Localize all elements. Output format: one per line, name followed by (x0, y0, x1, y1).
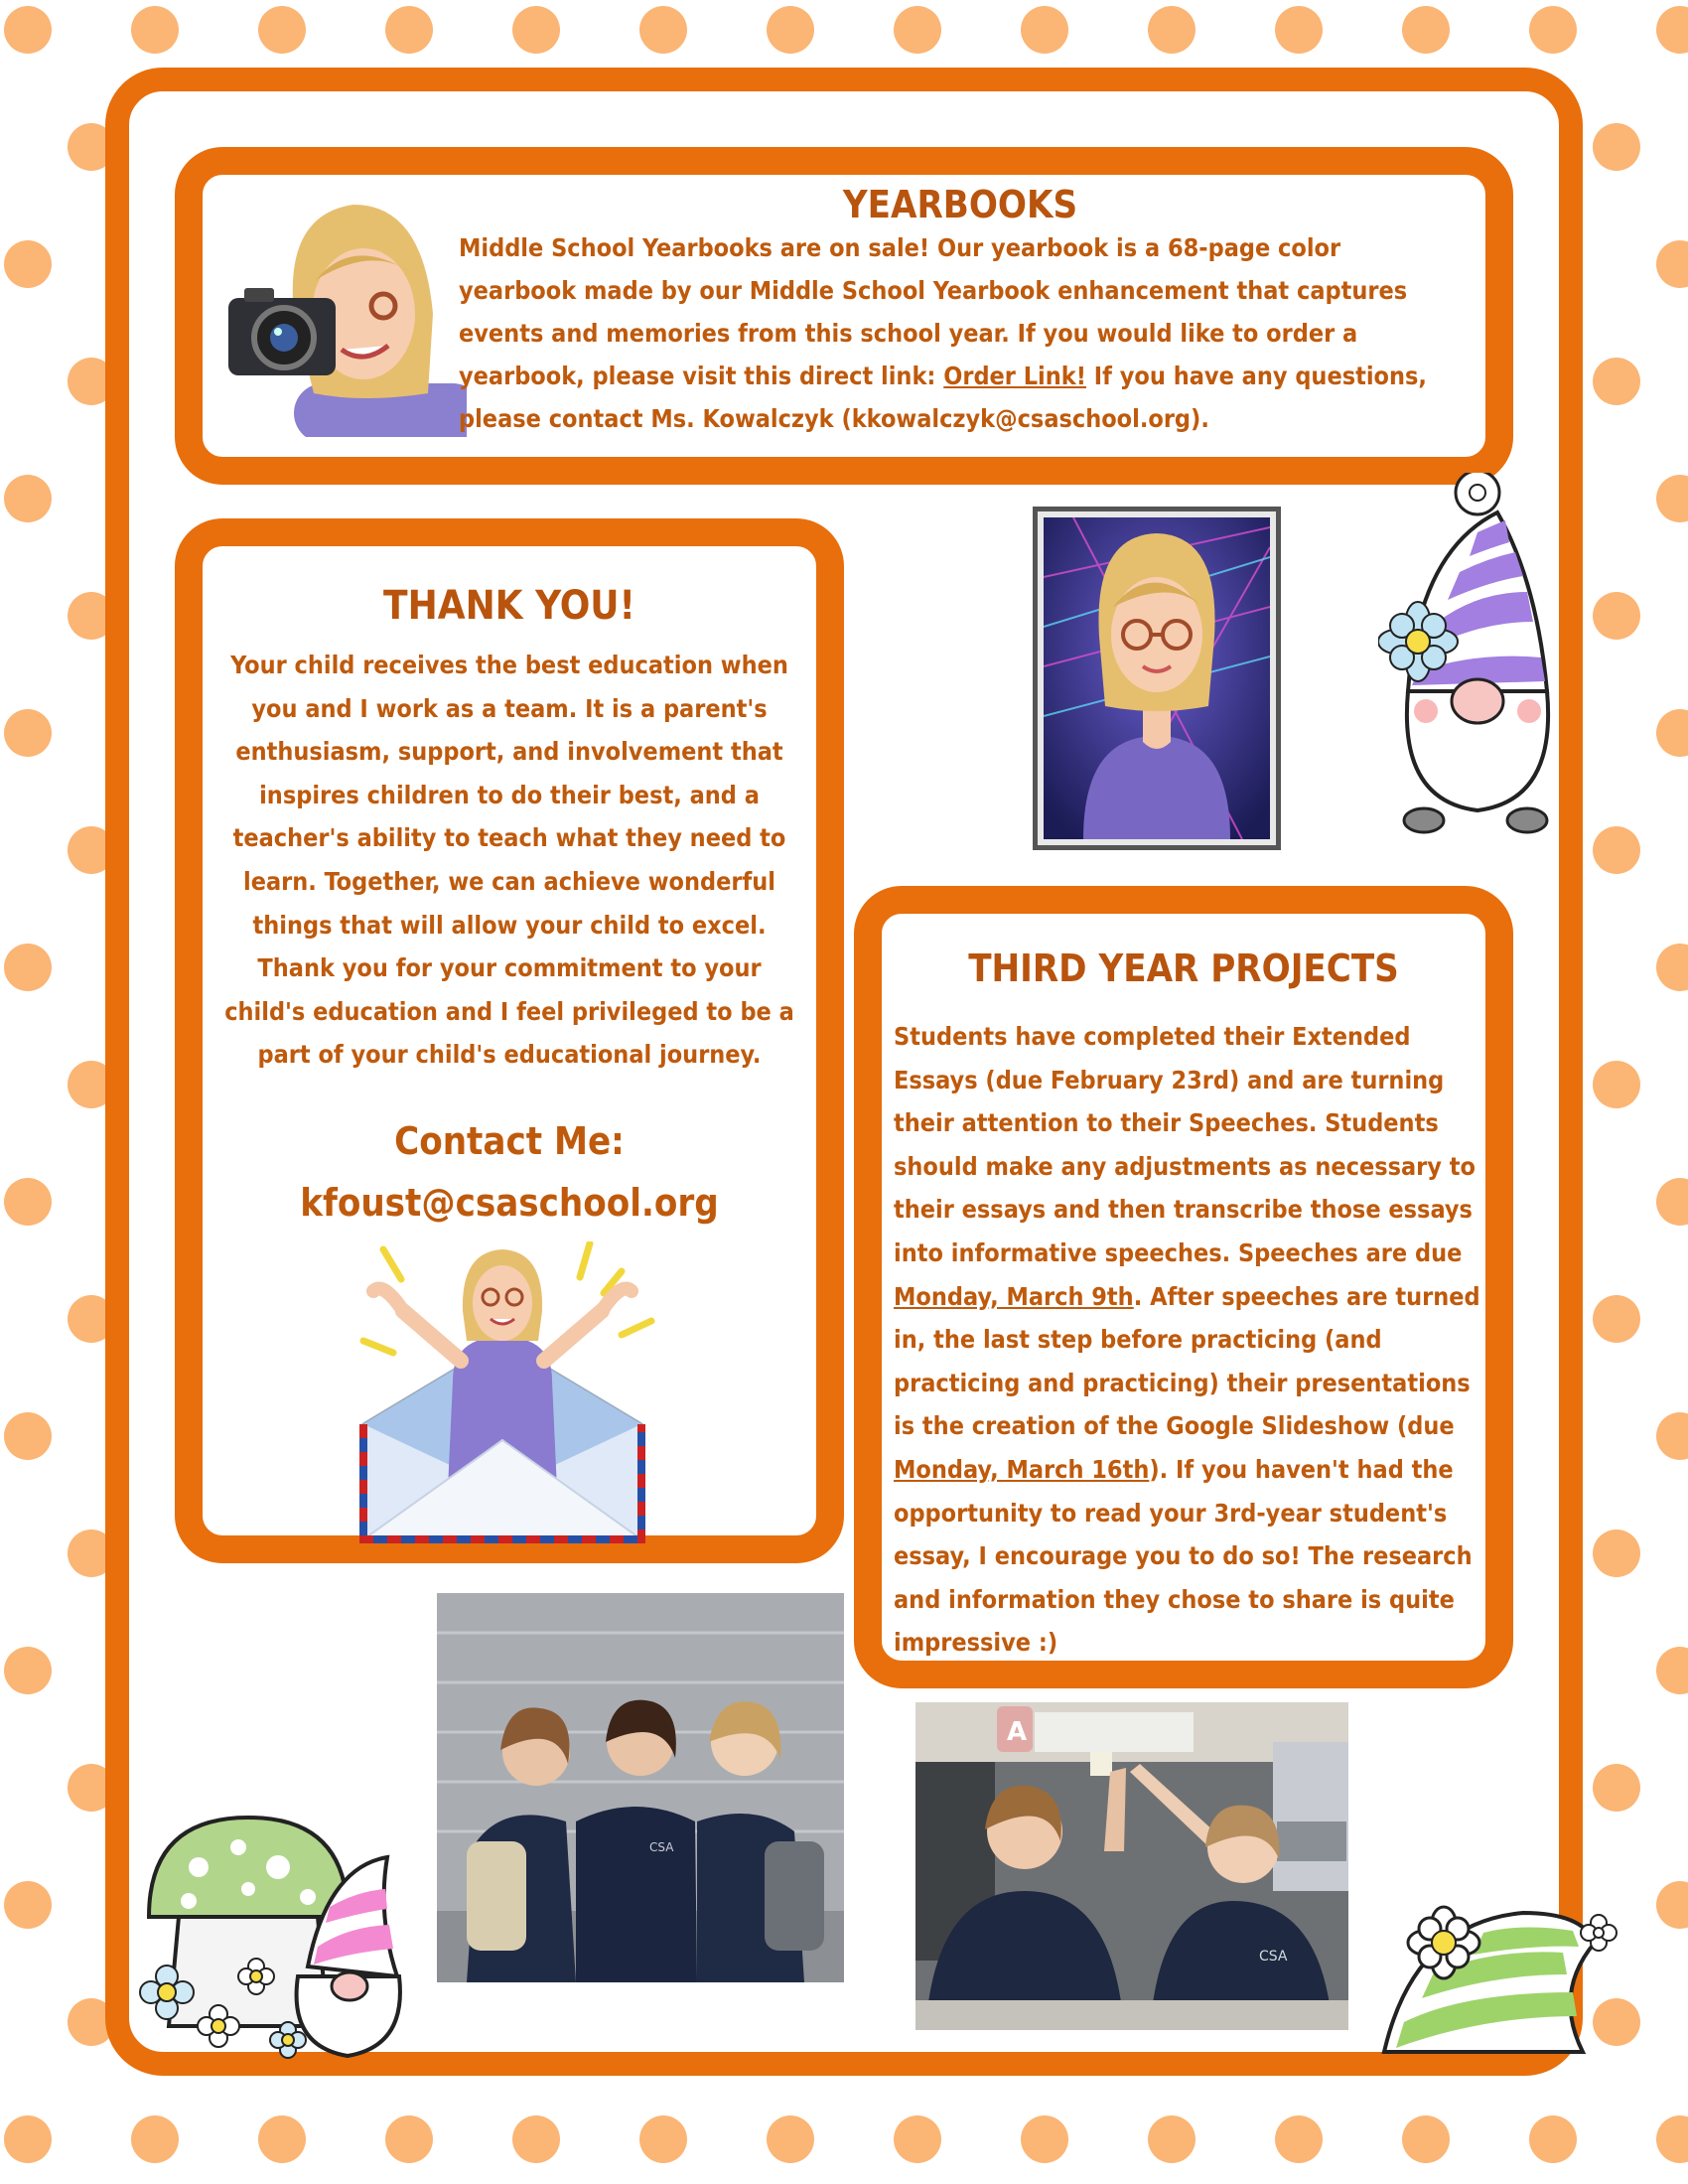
shirt-logo-1: CSA (649, 1840, 674, 1854)
third-year-text-2: . After speeches are turned in, the last step before practicing (and practicing and practicing) their presentations is the creation of the Google Slideshow (due (894, 1281, 1480, 1441)
avatar-camera-icon (224, 195, 467, 437)
yearbooks-body (459, 226, 1462, 440)
shirt-logo-2: CSA (1259, 1949, 1288, 1965)
thank-you-title: THANK YOU! (383, 583, 635, 629)
thank-you-card (175, 518, 844, 1563)
teacher-portrait-frame (1033, 507, 1281, 850)
contact-label: Contact Me: (394, 1119, 625, 1163)
third-year-text-3: ). If you haven't had the opportunity to read your 3rd-year student's essay, I encourage you to do so! The research and information they chose to share is quite impressive :) (894, 1454, 1473, 1658)
third-year-card (854, 886, 1513, 1688)
speech-due-date: Monday, March 9th (894, 1281, 1134, 1311)
third-year-text-1: Students have completed their Extended Essays (due February 23rd) and are turning their attention to their Speeches. Students should make any adjustments as necessary to their essays and then transcribe those essays into informative speeches. Speeches are due (894, 1022, 1476, 1267)
avatar-envelope-icon (344, 1241, 661, 1569)
yearbooks-text-1: Middle School Yearbooks are on sale! Our yearbook is a 68-page color yearbook made by our Middle School Yearbook enhancement that captures events and memories from this school year. If you would like to order a yearbook, please visit this direct link: (459, 233, 1408, 390)
avatar-portrait-icon (1044, 517, 1270, 839)
classroom-sign: A (1007, 1717, 1028, 1747)
yearbooks-title: YEARBOOKS (842, 183, 1078, 226)
students-photo-2 (915, 1702, 1348, 2030)
yearbooks-text-2: If you have any questions, please contact Ms. Kowalczyk (kkowalczyk@csaschool.org). (459, 362, 1427, 433)
students-photo-1 (437, 1593, 844, 1982)
thank-you-body: Your child receives the best education when you and I work as a team. It is a parent's enthusiasm, support, and involvement that inspires children to do their best, and a teacher's ability to teach what they need to learn. Together, we can achieve wonderful things that will allow your child to excel. Thank you for your commitment to your child's education and I feel privileged to be a part of your child's educational journey. (224, 651, 794, 1070)
mushroom-gnome-icon (129, 1798, 427, 2068)
gnome-green-icon (1374, 1883, 1624, 2072)
order-link[interactable]: Order Link! (943, 362, 1086, 390)
gnome-purple-icon (1378, 473, 1577, 850)
yearbooks-card (175, 147, 1513, 485)
third-year-body (894, 1015, 1481, 1665)
third-year-title: THIRD YEAR PROJECTS (968, 946, 1399, 990)
slideshow-due-date: Monday, March 16th (894, 1454, 1150, 1484)
contact-email[interactable]: kfoust@csaschool.org (300, 1181, 719, 1225)
